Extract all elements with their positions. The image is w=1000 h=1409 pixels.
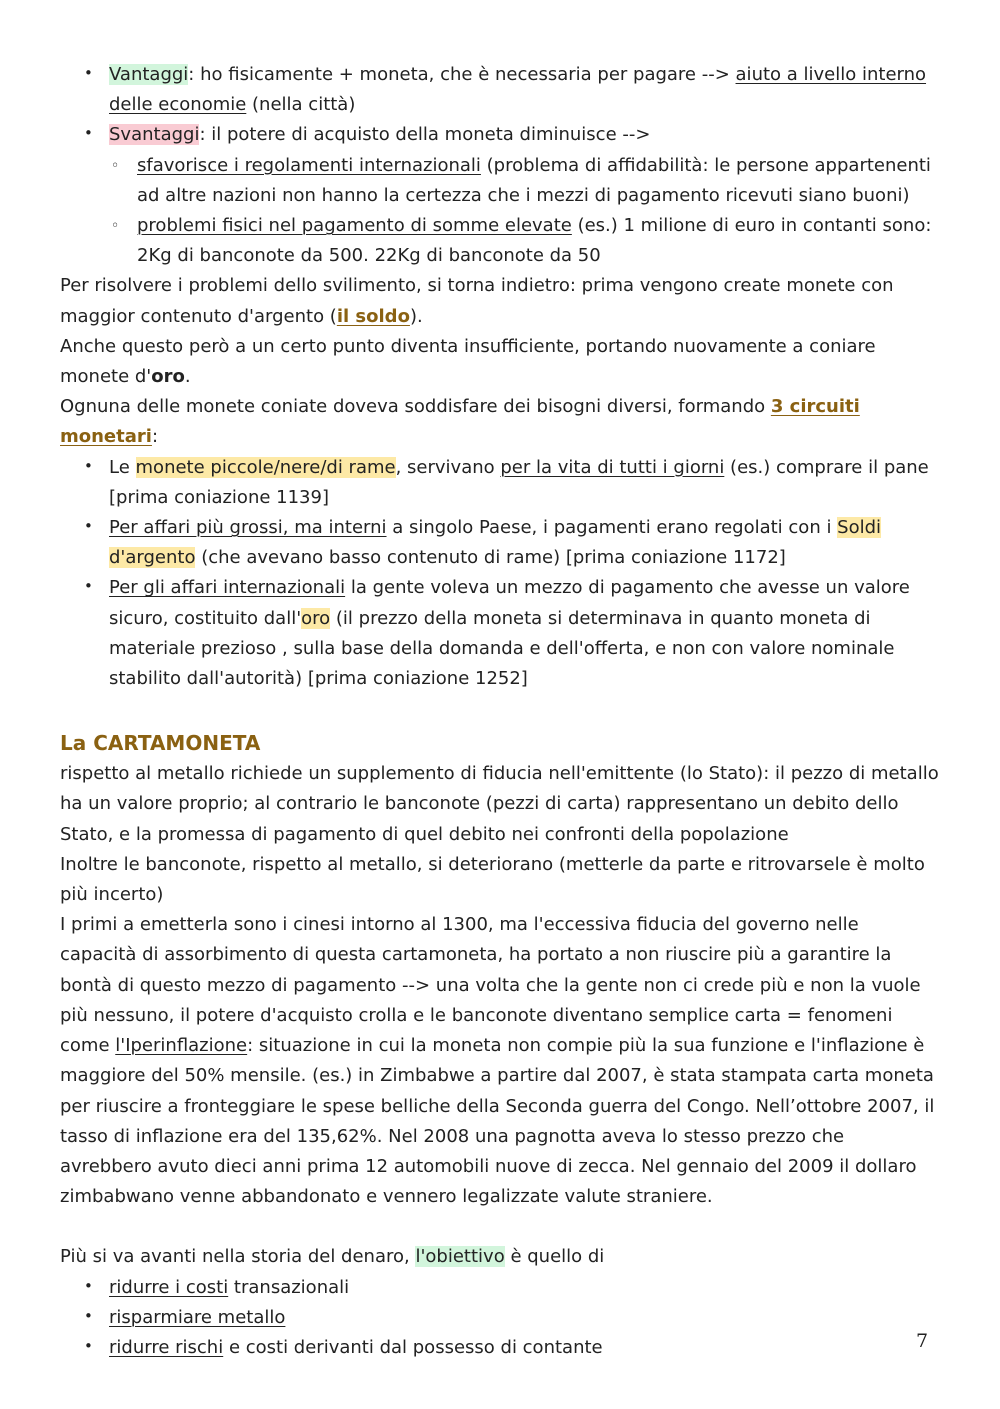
vantaggi-text-end: (nella città)	[246, 94, 356, 116]
item-underlined: per la vita di tutti i giorni	[500, 456, 725, 478]
list-item-rame	[60, 453, 940, 513]
item-underlined: Per gli affari internazionali	[109, 577, 346, 599]
item-highlight: Soldi d'argento	[109, 517, 882, 569]
list-item	[60, 1273, 940, 1303]
obiettivo-paragraph	[60, 1242, 940, 1272]
cartamoneta-paragraph-2: Inoltre le banconote, rispetto al metallo, si deteriorano (metterle da parte e ritrovarsele è molto più incerto)	[60, 853, 925, 906]
spacer	[60, 1212, 940, 1242]
para-text: Per risolvere i problemi dello svilimento, si torna indietro: prima vengono create monete con maggior contenuto d'argento (	[60, 275, 894, 327]
para-text-end: :	[151, 426, 159, 448]
item-highlight: monete piccole/nere/di rame	[135, 456, 396, 478]
sub-item-text: (problema di affidabilità: le persone appartenenti ad altre nazioni non hanno la certezza che i mezzi di pagamento ricevuti siano buoni)	[137, 154, 931, 206]
svantaggi-text: : il potere di acquisto della moneta diminuisce -->	[199, 124, 651, 146]
sub-item-underlined: sfavorisce i regolamenti internazionali	[137, 154, 481, 176]
item-text: , servivano	[395, 456, 501, 478]
oro-bold: oro	[151, 366, 185, 388]
svantaggi-sublist	[109, 151, 940, 272]
iperinflazione-term: l'Iperinflazione	[115, 1035, 248, 1057]
obiettivo-list	[60, 1273, 940, 1364]
para-text-end: : situazione in cui la moneta non compie più la sua funzione e l'inflazione è maggiore del 50% mensile. (es.) in Zimbabwe a partire dal 2007, è stata stampata carta moneta per riuscire a fronteggiare le spese belliche della Seconda guerra del Congo. Nell’ottobre 2007, il tasso di inflazione era del 135,62%. Nel 2008 una pagnotta aveva lo stesso prezzo che avrebbero avuto dieci anni prima 12 automobili nuove di zecca. Nel gennaio del 2009 il dollaro zimbabwano venne abbandonato e vennero legalizzate valute straniere.	[60, 1035, 935, 1208]
para-text-end: ).	[409, 305, 423, 327]
list-item-vantaggi	[60, 60, 940, 120]
para-text: Ognuna delle monete coniate doveva soddisfare dei bisogni diversi, formando	[60, 396, 771, 418]
paragraph-circuiti	[60, 392, 940, 452]
item-underlined: Per affari più grossi, ma interni	[109, 517, 387, 539]
list-item-argento	[60, 513, 940, 573]
para-text-end: .	[184, 366, 191, 388]
vantaggi-text: : ho fisicamente + moneta, che è necessaria per pagare -->	[188, 64, 736, 85]
cartamoneta-paragraph-3	[60, 910, 940, 1212]
page-number: 7	[916, 1330, 929, 1352]
sub-list-item	[109, 211, 940, 271]
list-item	[60, 1333, 940, 1363]
item-text-end: (che avevano basso contenuto di rame) [prima coniazione 1172]	[195, 547, 786, 569]
vantaggi-label: Vantaggi	[109, 64, 189, 85]
list-item-oro	[60, 573, 940, 694]
obiettivo-highlight: l'obiettivo	[415, 1246, 505, 1268]
paragraph-soldo	[60, 271, 940, 331]
item-text: a singolo Paese, i pagamenti erano regolati con i	[386, 517, 838, 539]
circuiti-monetari-link[interactable]: 3 circuiti monetari	[60, 396, 860, 448]
item-underlined: risparmiare metallo	[109, 1306, 286, 1328]
item-text-end: (il prezzo della moneta si determinava in quanto moneta di materiale prezioso , sulla base della domanda e dell'offerta, e non con valore nominale stabilito dall'autorità) [prima coniazione 1252]	[109, 607, 895, 690]
sub-item-underlined: problemi fisici nel pagamento di somme elevate	[137, 215, 572, 237]
item-text: transazionali	[228, 1276, 350, 1298]
item-text-end: (es.) comprare il pane [prima coniazione 1139]	[109, 456, 929, 508]
item-text: la gente voleva un mezzo di pagamento che avesse un valore sicuro, costituito dall'	[109, 577, 910, 629]
item-underlined: ridurre rischi	[109, 1336, 224, 1358]
list-item-svantaggi	[60, 120, 940, 271]
para-text-end: è quello di	[504, 1246, 605, 1268]
paragraph-oro	[60, 332, 940, 392]
para-text: I primi a emetterla sono i cinesi intorno al 1300, ma l'eccessiva fiducia del governo nelle capacità di assorbimento di questa cartamoneta, ha portato a non riuscire più a garantire la bontà di questo mezzo di pagamento --> una volta che la gente non ci crede più e non la vuole più nessuno, il potere d'acquisto crolla e le banconote diventano semplice carta = fenomeni come	[60, 914, 921, 1057]
para-text: Anche questo però a un certo punto diventa insufficiente, portando nuovamente a coniare monete d'	[60, 335, 876, 388]
sub-item-text: (es.) 1 milione di euro in contanti sono: 2Kg di banconote da 500. 22Kg di banconote da 50	[137, 215, 932, 267]
para-text: Più si va avanti nella storia del denaro,	[60, 1246, 416, 1268]
svantaggi-label: Svantaggi	[109, 124, 200, 146]
document-page	[60, 60, 940, 1363]
section-heading: La CARTAMONETA	[60, 731, 261, 756]
item-text: e costi derivanti dal possesso di contante	[223, 1336, 603, 1358]
cartamoneta-paragraph-1: rispetto al metallo richiede un supplemento di fiducia nell'emittente (lo Stato): il pezzo di metallo ha un valore proprio; al contrario le banconote (pezzi di carta) rappresentano un debito dello Stato, e la promessa di pagamento di quel debito nei confronti della popolazione	[60, 763, 939, 845]
circuiti-list	[60, 453, 940, 695]
il-soldo-link[interactable]: il soldo	[336, 305, 410, 327]
item-text: Le	[109, 456, 136, 478]
sub-list-item	[109, 151, 940, 211]
item-highlight: oro	[301, 607, 331, 629]
item-underlined: ridurre i costi	[109, 1276, 229, 1298]
vantaggi-underlined: aiuto a livello interno delle economie	[109, 64, 927, 116]
list-item	[60, 1303, 940, 1333]
pros-cons-list	[60, 60, 940, 271]
